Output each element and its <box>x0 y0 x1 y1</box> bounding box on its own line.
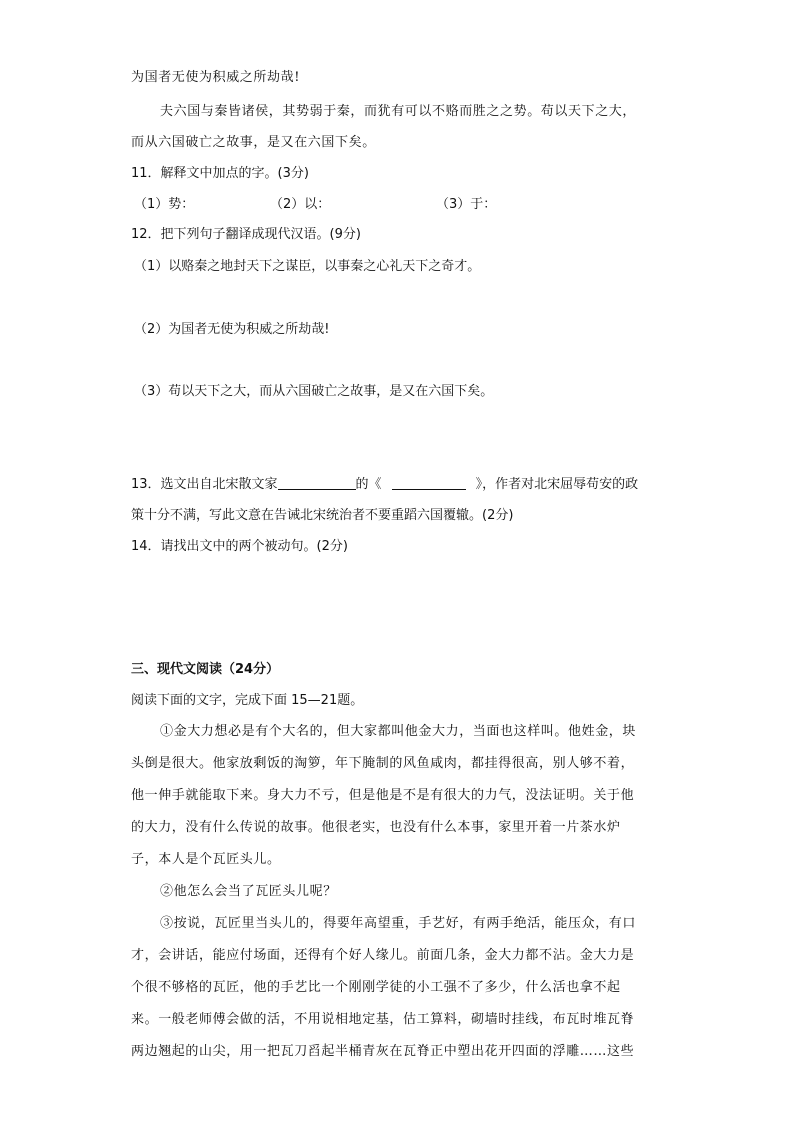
author-blank[interactable] <box>278 477 356 490</box>
title-blank[interactable] <box>392 477 466 490</box>
passage-line: 为国者无使为积威之所劫哉! <box>131 70 301 85</box>
section-3-instruction: 阅读下面的文字，完成下面 15—21题。 <box>131 693 364 708</box>
q12-item-1: （1）以赂秦之地封天下之谋臣，以事秦之心礼天下之奇才。 <box>134 259 481 274</box>
q11-item-3: （3）于： <box>436 197 497 212</box>
q11-item-2: （2）以： <box>270 197 331 212</box>
paragraph-1-line: 头倒是很大。他家放剩饭的淘箩，年下腌制的风鱼咸肉，都挂得很高，别人够不着， <box>131 756 635 771</box>
q11-item-1: （1）势： <box>134 197 195 212</box>
q13-part-2: 的《 <box>355 477 382 492</box>
paragraph-1-line: 的大力，没有什么传说的故事。他很老实，也没有什么本事，家里开着一片茶水炉 <box>131 820 621 835</box>
question-13-line-2: 策十分不满，写此文意在告诫北宋统治者不要重蹈六国覆辙。(2分) <box>131 508 514 523</box>
paragraph-3-line: 才，会讲话，能应付场面，还得有个好人缘儿。前面几条，金大力都不沾。金大力是 <box>131 948 635 963</box>
paragraph-3-line: 个很不够格的瓦匠，他的手艺比一个刚刚学徒的小工强不了多少，什么活也拿不起 <box>131 980 621 995</box>
q12-item-3: （3）苟以天下之大，而从六国破亡之故事，是又在六国下矣。 <box>134 384 494 399</box>
paragraph-3-line: 来。一般老师傅会做的活，不用说相地定基，估工算料，砌墙时挂线，布瓦时堆瓦脊 <box>131 1012 635 1027</box>
paragraph-1-line: ①金大力想必是有个大名的，但大家都叫他金大力，当面也这样叫。他姓金，块 <box>160 724 637 739</box>
question-12-title: 12．把下列句子翻译成现代汉语。(9分) <box>131 227 361 242</box>
passage-line: 夫六国与秦皆诸侯，其势弱于秦，而犹有可以不赂而胜之之势。苟以天下之大， <box>160 104 637 119</box>
q12-item-2: （2）为国者无使为积威之所劫哉! <box>134 322 330 337</box>
section-3-heading: 三、现代文阅读（24分） <box>131 662 280 677</box>
paragraph-1-line: 子，本人是个瓦匠头儿。 <box>131 852 281 867</box>
question-13-line-1 <box>131 473 638 492</box>
passage-line: 而从六国破亡之故事，是又在六国下矣。 <box>131 135 376 150</box>
paragraph-3-line: ③按说，瓦匠里当头儿的，得要年高望重，手艺好，有两手绝活，能压众，有口 <box>160 916 637 931</box>
paragraph-2: ②他怎么会当了瓦匠头儿呢？ <box>160 884 337 899</box>
paragraph-3-line: 两边翘起的山尖，用一把瓦刀舀起半桶青灰在瓦脊正中塑出花开四面的浮雕……这些 <box>131 1044 635 1059</box>
paragraph-1-line: 他一伸手就能取下来。身大力不亏，但是他是不是有很大的力气，没法证明。关于他 <box>131 788 635 803</box>
q13-part-3: 》，作者对北宋屈辱苟安的政 <box>475 477 639 492</box>
q13-part-1: 13．选文出自北宋散文家 <box>131 477 278 492</box>
question-14-title: 14．请找出文中的两个被动句。(2分) <box>131 539 348 554</box>
question-11-title: 11．解释文中加点的字。(3分) <box>131 166 309 181</box>
